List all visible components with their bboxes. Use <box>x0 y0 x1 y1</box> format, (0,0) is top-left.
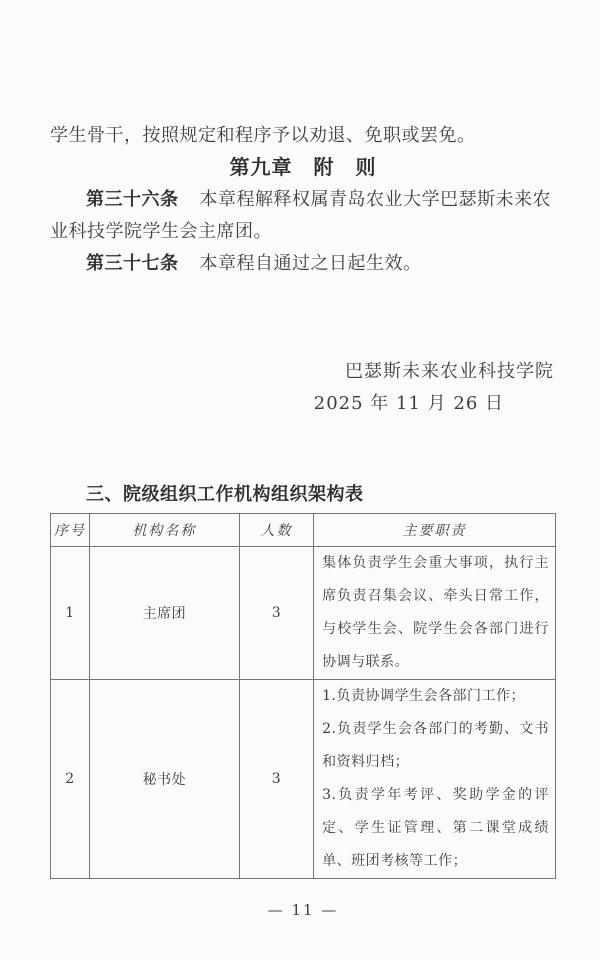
section-heading: 三、院级组织工作机构组织架构表 <box>86 484 364 504</box>
signature-org-name: 巴瑟斯未来农业科技学院 <box>345 361 554 382</box>
article-36-label: 第三十六条 <box>86 189 179 210</box>
duty-item: 1.负责协调学生会各部门工作； <box>322 688 525 704</box>
paragraph-continuation: 学生骨干，按照规定和程序予以劝退、免职或罢免。 <box>50 125 476 146</box>
header-cell-name: 机构名称 <box>89 514 239 547</box>
duty-item: 3.负责学年考评、奖助学金的评定、学生证管理、第二课堂成绩单、班团考核等工作； <box>322 787 549 869</box>
duty-item: 集体负责学生会重大事项，执行主席负责召集会议、牵头日常工作，与校学生会、院学生会各部门进行协调与联系。 <box>322 555 549 670</box>
chapter-heading: 第九章 附 则 <box>229 157 377 179</box>
signature-block <box>50 356 556 420</box>
article-36-text: 本章程解释权属青岛农业大学巴瑟斯未来农业科技学院学生会主席团。 <box>50 189 551 242</box>
table-row <box>51 547 556 680</box>
header-cell-no: 序号 <box>51 514 90 547</box>
org-structure-table <box>50 513 556 879</box>
page-number: — 11 — <box>267 901 339 919</box>
cell-org-name: 主席团 <box>89 547 239 680</box>
cell-org-name: 秘书处 <box>89 680 239 879</box>
cell-headcount: 3 <box>239 680 313 879</box>
article-37-label: 第三十七条 <box>86 253 179 274</box>
table-row <box>51 680 556 879</box>
header-cell-count: 人数 <box>239 514 313 547</box>
cell-row-number: 1 <box>51 547 90 680</box>
table-header-row <box>51 514 556 547</box>
signature-date: 2025 年 11 月 26 日 <box>313 393 504 414</box>
cell-duties <box>314 547 556 680</box>
cell-duties <box>314 680 556 879</box>
article-37-text: 本章程自通过之日起生效。 <box>199 253 422 274</box>
article-36 <box>50 184 556 248</box>
article-37 <box>50 248 556 280</box>
cell-headcount: 3 <box>239 547 313 680</box>
cell-row-number: 2 <box>51 680 90 879</box>
duty-item: 2.负责学生会各部门的考勤、文书和资料归档； <box>322 721 549 770</box>
header-cell-duties: 主要职责 <box>314 514 556 547</box>
